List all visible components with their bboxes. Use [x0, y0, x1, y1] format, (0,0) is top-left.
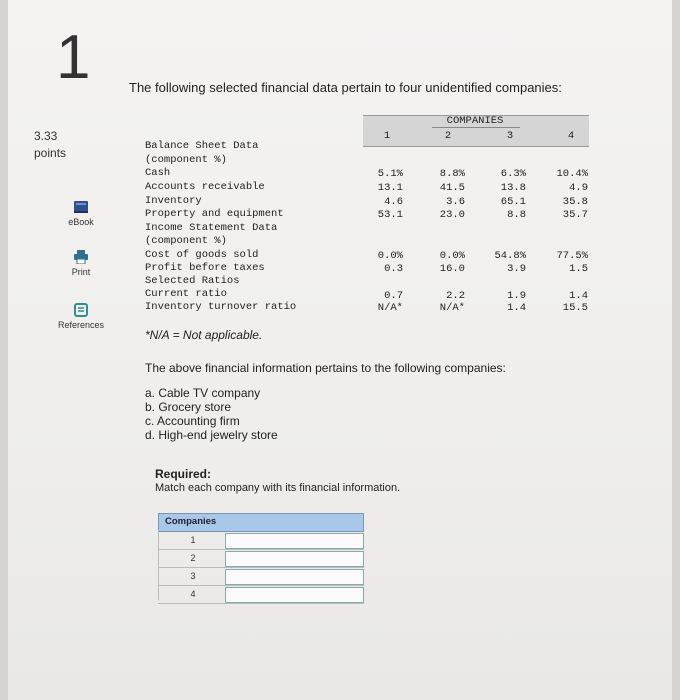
table-cell: 0.7	[384, 290, 403, 302]
table-cell: 1.5	[569, 263, 588, 275]
references-link[interactable]	[48, 303, 114, 330]
points-value: 3.33	[34, 129, 58, 143]
question-page	[8, 0, 672, 700]
answer-input-4[interactable]	[225, 587, 364, 603]
answer-input-1[interactable]	[225, 533, 364, 549]
print-link[interactable]	[48, 250, 114, 277]
row-label: Property and equipment	[145, 208, 284, 220]
company-number: 1	[190, 535, 196, 545]
table-cell: 53.1	[377, 209, 403, 221]
match-table-header	[158, 513, 364, 532]
table-cell: 15.5	[562, 302, 588, 314]
row-label: (component %)	[145, 235, 227, 247]
pertains-text: The above financial information pertains to the following companies:	[145, 361, 506, 375]
table-cell: 2.2	[446, 290, 465, 302]
required-text: Match each company with its financial information.	[155, 482, 401, 494]
row-label: Inventory turnover ratio	[145, 301, 297, 313]
match-table	[158, 513, 364, 604]
row-label: Income Statement Data	[145, 222, 278, 234]
print-label: Print	[71, 267, 91, 277]
row-label: Cash	[145, 167, 171, 179]
answer-input-3[interactable]	[225, 569, 364, 585]
option-item: a. Cable TV company	[145, 386, 261, 400]
table-cell: 0.3	[384, 263, 403, 275]
table-cell: 16.0	[439, 263, 465, 275]
table-cell: 35.8	[562, 196, 588, 208]
table-cell: 35.7	[562, 209, 588, 221]
option-item: c. Accounting firm	[145, 414, 240, 428]
option-item: d. High-end jewelry store	[145, 428, 278, 442]
row-label: Current ratio	[145, 288, 227, 300]
table-cell: 1.9	[507, 290, 526, 302]
column-header-2: 2	[444, 130, 452, 142]
ebook-link[interactable]	[48, 200, 114, 227]
column-header-4: 4	[567, 130, 575, 142]
references-icon	[73, 303, 89, 317]
row-label: (component %)	[145, 154, 227, 166]
table-cell: 3.9	[507, 263, 526, 275]
table-cell: 1.4	[507, 302, 526, 314]
match-header-label: Companies	[165, 516, 217, 527]
table-cell: 65.1	[500, 196, 526, 208]
table-cell: 23.0	[439, 209, 465, 221]
printer-icon	[73, 250, 89, 264]
header-underline	[432, 127, 520, 128]
table-cell: 54.8%	[494, 250, 526, 262]
table-cell: N/A*	[439, 302, 465, 314]
row-label: Accounts receivable	[145, 181, 265, 193]
table-cell: 4.6	[384, 196, 403, 208]
table-cell: 0.0%	[377, 250, 403, 262]
table-cell: 13.8	[500, 182, 526, 194]
company-number: 3	[190, 571, 196, 581]
table-cell: 77.5%	[556, 250, 588, 262]
question-intro: The following selected financial data pertain to four unidentified companies:	[129, 80, 562, 95]
table-cell: 1.4	[569, 290, 588, 302]
table-row	[158, 550, 364, 568]
companies-header: COMPANIES	[446, 115, 504, 127]
ebook-label: eBook	[68, 217, 94, 227]
row-label: Cost of goods sold	[145, 249, 259, 261]
book-icon	[73, 200, 89, 214]
table-cell: 0.0%	[439, 250, 465, 262]
required-heading: Required:	[155, 467, 212, 481]
points-info	[34, 128, 66, 162]
question-number: 1	[56, 23, 91, 92]
table-cell: 8.8	[507, 209, 526, 221]
footnote: *N/A = Not applicable.	[145, 328, 263, 342]
table-cell: 4.9	[569, 182, 588, 194]
row-label: Inventory	[145, 195, 202, 207]
column-header-1: 1	[383, 130, 391, 142]
table-row	[158, 532, 364, 550]
row-label: Balance Sheet Data	[145, 140, 259, 152]
answer-input-2[interactable]	[225, 551, 364, 567]
table-cell: N/A*	[377, 302, 403, 314]
table-cell: 8.8%	[439, 168, 465, 180]
company-number: 4	[190, 589, 196, 599]
table-row	[158, 568, 364, 586]
references-label: References	[57, 320, 105, 330]
table-cell: 41.5	[439, 182, 465, 194]
table-cell: 13.1	[377, 182, 403, 194]
points-label: points	[34, 146, 67, 160]
option-item: b. Grocery store	[145, 400, 232, 414]
table-cell: 5.1%	[377, 168, 403, 180]
company-number: 2	[190, 553, 196, 563]
table-row	[158, 586, 364, 604]
table-cell: 3.6	[446, 196, 465, 208]
row-label: Profit before taxes	[145, 262, 265, 274]
column-header-3: 3	[506, 130, 514, 142]
table-cell: 10.4%	[556, 168, 588, 180]
row-label: Selected Ratios	[145, 275, 240, 287]
table-cell: 6.3%	[500, 168, 526, 180]
